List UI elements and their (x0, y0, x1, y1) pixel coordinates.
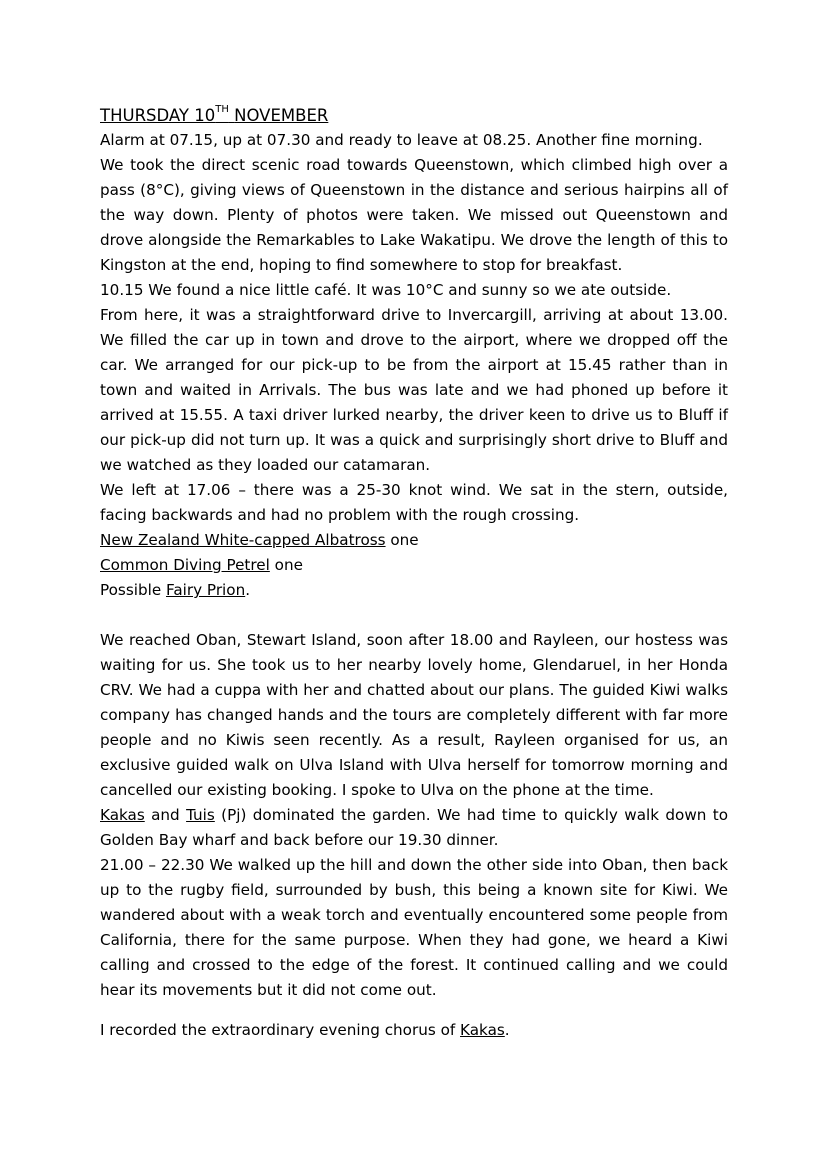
page-heading (100, 103, 728, 128)
document-page (100, 103, 728, 1043)
paragraph-chorus (100, 1018, 728, 1043)
paragraph-alarm: Alarm at 07.15, up at 07.30 and ready to leave at 08.25. Another fine morning. (100, 131, 703, 149)
chorus-text: I recorded the extraordinary evening chorus of (100, 1021, 461, 1039)
heading-day: THURSDAY 10 (100, 106, 216, 125)
sighting-petrel (100, 553, 728, 578)
species-kakas-chorus: Kakas (460, 1021, 505, 1039)
paragraph-garden (100, 803, 728, 853)
species-albatross: New Zealand White-capped Albatross (100, 531, 386, 549)
paragraph-oban: We reached Oban, Stewart Island, soon after 18.00 and Rayleen, our hostess was waiting for us. She took us to her nearby lovely home, Glendaruel, in her Honda CRV. We had a cuppa with her and chatted about our plans. The guided Kiwi walks company has changed hands and the tours are completely different with far more people and no Kiwis seen recently. As a result, Rayleen organised for us, an exclusive guided walk on Ulva Island with Ulva herself for tomorrow morning and cancelled our existing booking. I spoke to Ulva on the phone at the time. (100, 631, 728, 799)
heading-month: NOVEMBER (234, 106, 329, 125)
paragraph-night-walk: 21.00 – 22.30 We walked up the hill and down the other side into Oban, then back up to the rugby field, surrounded by bush, this being a known site for Kiwi. We wandered about with a weak torch and eventually encountered some people from California, there for the same purpose. When they had gone, we heard a Kiwi calling and crossed to the edge of the forest. It continued calling and we could hear its movements but it did not come out. (100, 856, 728, 999)
albatross-count: one (385, 531, 419, 549)
paragraph-scenic-road: We took the direct scenic road towards Queenstown, which climbed high over a pass (8°C), giving views of Queenstown in the distance and serious hairpins all of the way down. Plenty of photos were taken. We missed out Queenstown and drove alongside the Remarkables to Lake Wakatipu. We drove the length of this to Kingston at the end, hoping to find somewhere to stop for breakfast. (100, 156, 728, 274)
petrel-count: one (269, 556, 303, 574)
prion-suffix: . (245, 581, 251, 599)
chorus-end: . (504, 1021, 510, 1039)
sighting-albatross (100, 528, 728, 553)
species-petrel: Common Diving Petrel (100, 556, 270, 574)
garden-text: (Pj) dominated the garden. We had time to quickly walk down to Golden Bay wharf and back before our 19.30 dinner. (100, 806, 728, 849)
paragraph-cafe: 10.15 We found a nice little café. It was 10°C and sunny so we ate outside. (100, 281, 672, 299)
paragraph-gap-small (100, 1003, 728, 1018)
heading-ordinal: TH (215, 104, 229, 115)
species-tuis: Tuis (186, 806, 215, 824)
species-prion: Fairy Prion (166, 581, 246, 599)
sighting-prion (100, 578, 728, 603)
paragraph-crossing: We left at 17.06 – there was a 25-30 knot wind. We sat in the stern, outside, facing backwards and had no problem with the rough crossing. (100, 481, 728, 524)
species-kakas: Kakas (100, 806, 145, 824)
prion-prefix: Possible (100, 581, 166, 599)
paragraph-gap (100, 603, 728, 628)
paragraph-invercargill: From here, it was a straightforward drive to Invercargill, arriving at about 13.00. We filled the car up in town and drove to the airport, where we dropped off the car. We arranged for our pick-up to be from the airport at 15.45 rather than in town and waited in Arrivals. The bus was late and we had phoned up before it arrived at 15.55. A taxi driver lurked nearby, the driver keen to drive us to Bluff if our pick-up did not turn up. It was a quick and surprisingly short drive to Bluff and we watched as they loaded our catamaran. (100, 306, 728, 474)
and-text: and (144, 806, 187, 824)
